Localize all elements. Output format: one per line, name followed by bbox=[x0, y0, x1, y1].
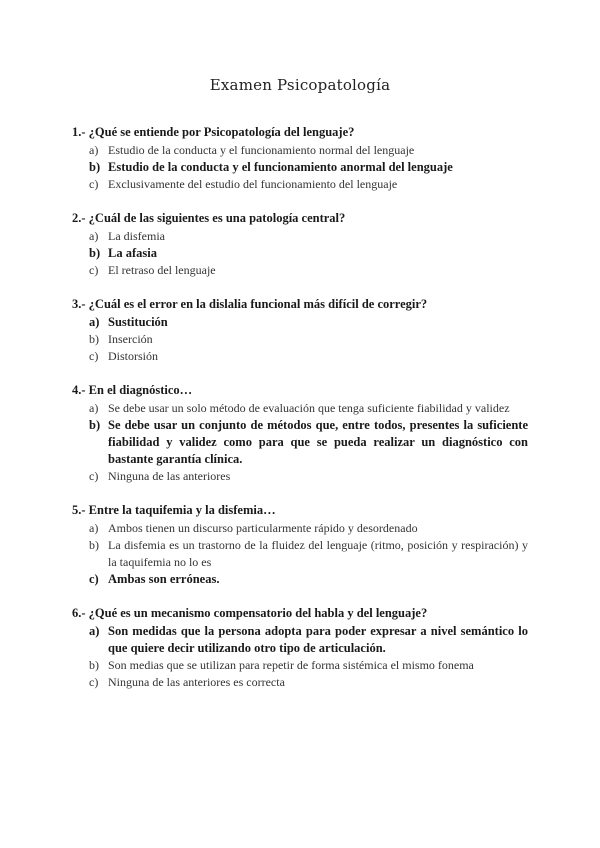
option-text: Ninguna de las anteriores es correcta bbox=[108, 675, 285, 689]
option-text: Estudio de la conducta y el funcionamiento normal del lenguaje bbox=[108, 143, 415, 157]
answer-option bbox=[89, 417, 528, 468]
answer-option bbox=[89, 520, 528, 537]
answer-option bbox=[89, 468, 528, 485]
question-3 bbox=[72, 296, 528, 365]
option-letter: a) bbox=[89, 521, 99, 535]
answer-option bbox=[89, 228, 528, 245]
answer-option bbox=[89, 348, 528, 365]
answer-option bbox=[89, 400, 528, 417]
question-text: 5.- Entre la taquifemia y la disfemia… bbox=[72, 503, 276, 517]
option-letter: b) bbox=[89, 538, 99, 552]
option-letter: b) bbox=[89, 332, 99, 346]
answer-option bbox=[89, 262, 528, 279]
option-text: La afasia bbox=[108, 246, 157, 260]
page-title: Examen Psicopatología bbox=[209, 76, 391, 94]
option-letter: a) bbox=[89, 229, 99, 243]
option-letter: a) bbox=[89, 624, 100, 638]
question-text: 3.- ¿Cuál es el error en la dislalia funcional más difícil de corregir? bbox=[72, 297, 428, 311]
question-text: 4.- En el diagnóstico… bbox=[72, 383, 193, 397]
option-letter: c) bbox=[89, 675, 99, 689]
option-letter: b) bbox=[89, 658, 99, 672]
option-letter: b) bbox=[89, 160, 101, 174]
answer-option bbox=[89, 571, 528, 588]
option-text: Ambos tienen un discurso particularmente rápido y desordenado bbox=[108, 521, 418, 535]
option-letter: c) bbox=[89, 177, 99, 191]
option-letter: c) bbox=[89, 349, 99, 363]
answer-option bbox=[89, 245, 528, 262]
option-text: Distorsión bbox=[108, 349, 159, 363]
option-text: Son medidas que la persona adopta para poder expresar a nivel semántico lo que quiere decir utilizando otro tipo de articulación. bbox=[108, 624, 528, 655]
question-2 bbox=[72, 210, 528, 279]
answer-option bbox=[89, 159, 528, 176]
question-5 bbox=[72, 502, 528, 588]
answer-option bbox=[89, 176, 528, 193]
option-text: La disfemia es un trastorno de la fluidez del lenguaje (ritmo, posición y respiración) y la taquifemia no lo es bbox=[108, 538, 528, 569]
question-6 bbox=[72, 605, 528, 691]
answer-option bbox=[89, 623, 528, 657]
question-list bbox=[72, 124, 528, 708]
option-text: Ninguna de las anteriores bbox=[108, 469, 231, 483]
question-4 bbox=[72, 382, 528, 485]
question-text: 1.- ¿Qué se entiende por Psicopatología del lenguaje? bbox=[72, 125, 355, 139]
option-text: Ambas son erróneas. bbox=[108, 572, 220, 586]
option-letter: c) bbox=[89, 572, 99, 586]
option-text: Exclusivamente del estudio del funcionamiento del lenguaje bbox=[108, 177, 398, 191]
option-text: Son medias que se utilizan para repetir de forma sistémica el mismo fonema bbox=[108, 658, 474, 672]
option-text: Se debe usar un solo método de evaluación que tenga suficiente fiabilidad y validez bbox=[108, 401, 510, 415]
answer-option bbox=[89, 142, 528, 159]
answer-option bbox=[89, 674, 528, 691]
option-letter: c) bbox=[89, 263, 99, 277]
option-text: Se debe usar un conjunto de métodos que, entre todos, presentes la suficiente fiabilidad y validez como para que se pueda realizar un diagnóstico con bastante garantía clínica. bbox=[108, 418, 528, 466]
question-text: 6.- ¿Qué es un mecanismo compensatorio del habla y del lenguaje? bbox=[72, 606, 428, 620]
answer-option bbox=[89, 331, 528, 348]
answer-option bbox=[89, 657, 528, 674]
option-letter: a) bbox=[89, 143, 99, 157]
option-letter: a) bbox=[89, 401, 99, 415]
answer-option bbox=[89, 314, 528, 331]
option-letter: c) bbox=[89, 469, 99, 483]
question-1 bbox=[72, 124, 528, 193]
option-letter: b) bbox=[89, 418, 101, 432]
question-text: 2.- ¿Cuál de las siguientes es una patología central? bbox=[72, 211, 346, 225]
option-text: Inserción bbox=[108, 332, 153, 346]
option-text: El retraso del lenguaje bbox=[108, 263, 216, 277]
option-text: La disfemia bbox=[108, 229, 165, 243]
option-letter: b) bbox=[89, 246, 101, 260]
option-text: Sustitución bbox=[108, 315, 168, 329]
option-letter: a) bbox=[89, 315, 100, 329]
option-text: Estudio de la conducta y el funcionamiento anormal del lenguaje bbox=[108, 160, 453, 174]
answer-option bbox=[89, 537, 528, 571]
